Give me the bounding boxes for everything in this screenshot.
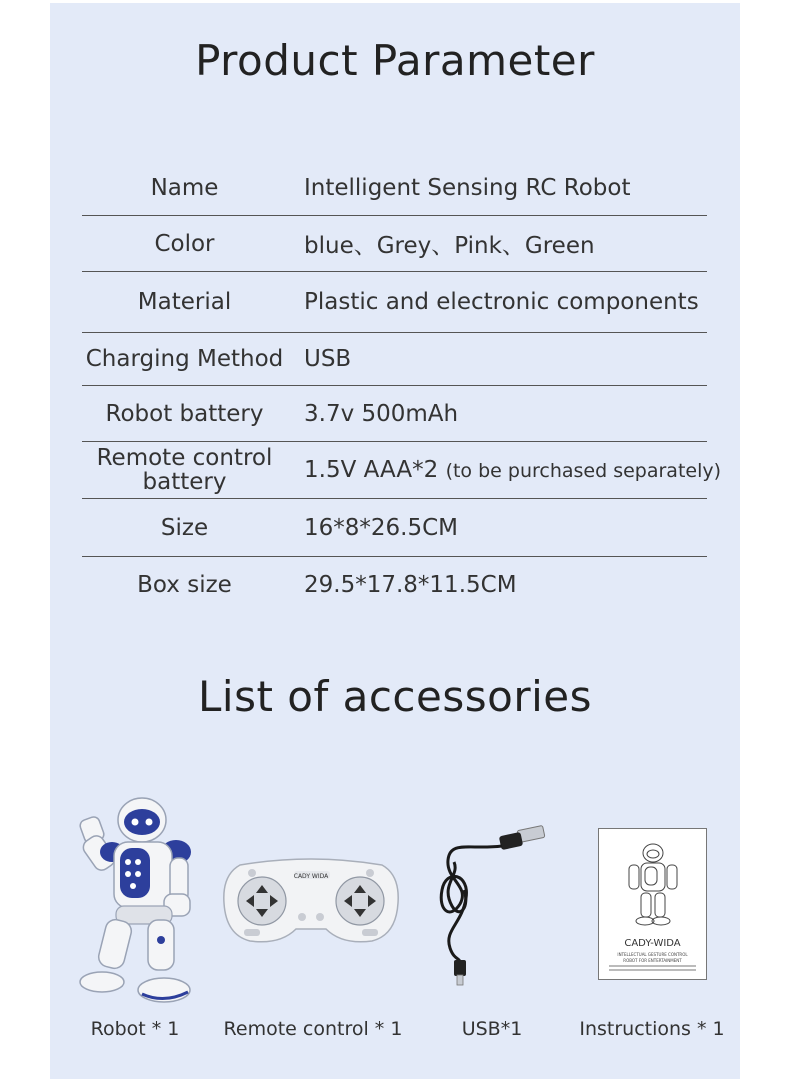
accessory-label-robot: Robot * 1 (90, 1018, 180, 1040)
accessory-label-instructions: Instructions * 1 (579, 1018, 725, 1040)
param-row-color (82, 216, 707, 272)
manual-brand: CADY-WIDA (624, 938, 681, 949)
param-label: Robot battery (105, 400, 264, 427)
accessory-label-usb: USB*1 (461, 1018, 523, 1040)
param-value-main: 1.5V AAA*2 (304, 457, 439, 483)
manual-fine-print (609, 965, 696, 967)
param-value: Intelligent Sensing RC Robot (304, 174, 631, 201)
param-value-note: (to be purchased separately) (445, 460, 722, 482)
param-row-remote-battery (82, 442, 722, 499)
manual-line2: ROBOT FOR ENTERTAINMENT (623, 958, 682, 963)
param-label: Color (154, 230, 215, 257)
param-label: Box size (137, 571, 232, 598)
remote-control-icon (222, 855, 400, 947)
param-value: blue、Grey、Pink、Green (304, 233, 595, 259)
param-row-box-size (82, 557, 707, 612)
instructions-manual-icon (598, 828, 707, 980)
param-value (304, 457, 721, 483)
param-label: Charging Method (85, 346, 284, 372)
param-label: Name (150, 174, 219, 201)
parameter-table (82, 160, 722, 612)
param-row-robot-battery (82, 386, 707, 442)
robot-icon (72, 790, 197, 1010)
usb-cable-icon (430, 820, 555, 990)
manual-line1: INTELLECTUAL GESTURE CONTROL (617, 952, 688, 957)
param-label: Size (160, 514, 209, 541)
remote-logo: CADY WIDA (293, 873, 329, 880)
param-value: 16*8*26.5CM (304, 514, 459, 541)
product-parameter-title: Product Parameter (195, 36, 595, 85)
param-value: 29.5*17.8*11.5CM (304, 571, 517, 598)
param-row-charging-method (82, 333, 707, 386)
param-row-name (82, 160, 707, 216)
param-value: USB (304, 346, 352, 372)
param-label: Material (137, 289, 232, 315)
param-row-material (82, 272, 707, 333)
accessory-label-remote: Remote control * 1 (223, 1018, 403, 1040)
param-label: Remote control battery (96, 445, 273, 495)
accessories-title: List of accessories (198, 672, 592, 721)
manual-fine-print (609, 969, 696, 971)
param-value: Plastic and electronic components (304, 289, 699, 315)
param-row-size (82, 499, 707, 557)
param-value: 3.7v 500mAh (304, 400, 459, 427)
